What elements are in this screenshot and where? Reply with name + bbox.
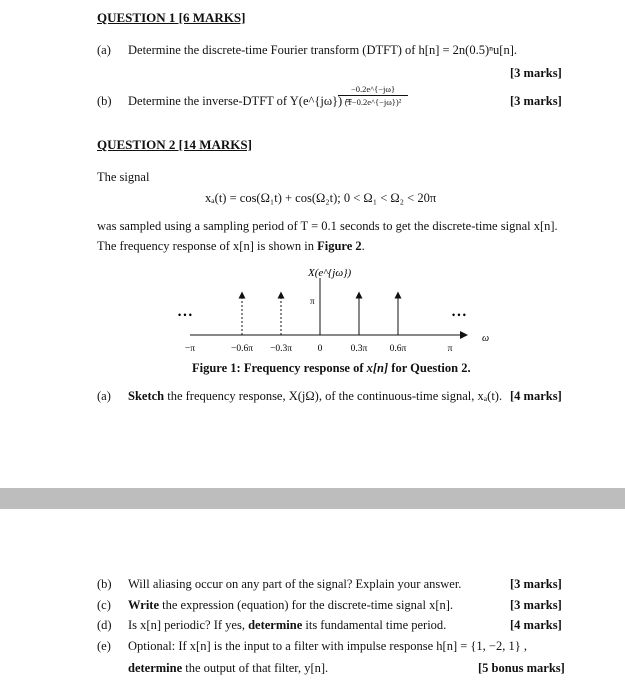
caption-tail: for Question 2. xyxy=(388,361,471,375)
q2d-label: (d) xyxy=(97,618,112,632)
q2c-marks: [3 marks] xyxy=(510,598,562,612)
q2b-label: (b) xyxy=(97,577,112,591)
q2a-text xyxy=(128,389,502,404)
q2d-body-1: Is x[n] periodic? If yes, xyxy=(128,618,249,632)
y-axis-label: X(e^{jω}) xyxy=(308,267,352,279)
q2c-label: (c) xyxy=(97,598,111,612)
q1a-marks: [3 marks] xyxy=(510,66,562,80)
q2-freq-line xyxy=(97,239,365,254)
omega-label: ω xyxy=(482,333,490,344)
tick-label: 0.3π xyxy=(350,344,368,354)
tick-label: π xyxy=(447,344,453,354)
q2e-text-2 xyxy=(128,661,328,676)
q2-sampled-line: was sampled using a sampling period of T = 0.1 seconds to get the discrete-time signal x[n]. xyxy=(97,219,558,233)
q2c-verb: Write xyxy=(128,598,160,612)
frequency-response-figure xyxy=(160,260,500,360)
tick-label: −0.6π xyxy=(230,344,254,354)
q2e-marks: [5 bonus marks] xyxy=(478,661,565,675)
q2c-body: the expression (equation) for the discrete-time signal x[n]. xyxy=(159,598,454,612)
q2b-marks: [3 marks] xyxy=(510,577,562,591)
q2d-text xyxy=(128,618,446,633)
q2a-label: (a) xyxy=(97,389,111,403)
q1b-fraction xyxy=(338,84,408,107)
q2d-verb: determine xyxy=(248,618,303,632)
q2e-verb: determine xyxy=(128,661,183,675)
tick-label: 0 xyxy=(317,344,323,354)
q1b-text: Determine the inverse-DTFT of Y(e^{jω}) = xyxy=(128,94,353,108)
q2c-text xyxy=(128,598,453,613)
q2-signal-label: The signal xyxy=(97,170,150,184)
q2d-marks: [4 marks] xyxy=(510,618,562,632)
tick-label: −0.3π xyxy=(269,344,293,354)
tick-labels xyxy=(185,344,453,354)
figure-caption xyxy=(192,361,471,376)
q1b-fraction-numerator: −0.2e^{−jω} xyxy=(350,84,396,94)
caption-signal: x[n] xyxy=(366,361,389,375)
q2a-body: the frequency response, X(jΩ), of the continuous-time signal, xₐ(t). xyxy=(164,389,503,403)
q2a-marks: [4 marks] xyxy=(510,389,562,403)
q1b-marks: [3 marks] xyxy=(510,94,562,108)
q1b-fraction-denominator: (1−0.2e^{−jω})² xyxy=(344,97,402,107)
fraction-bar xyxy=(338,95,408,96)
q2d-body-2: its fundamental time period. xyxy=(302,618,447,632)
q2e-body: the output of that filter, y[n]. xyxy=(182,661,329,675)
q2-equation: xₐ(t) = cos(Ω₁t) + cos(Ω₂t); 0 < Ω₁ < Ω₂ < 20π xyxy=(205,191,437,205)
q1a-label: (a) xyxy=(97,43,111,57)
page-2 xyxy=(0,509,625,700)
question-2-heading: QUESTION 2 [14 MARKS] xyxy=(97,137,252,152)
q2e-text: Optional: If x[n] is the input to a filter with impulse response h[n] = {1, −2, 1} , xyxy=(128,639,527,653)
caption-text: Figure 1: Frequency response of xyxy=(192,361,367,375)
q2-freq-line-figure-ref: Figure 2 xyxy=(317,239,362,253)
tick-label: 0.6π xyxy=(389,344,407,354)
dots-right: • • • xyxy=(452,310,466,320)
q1b-label: (b) xyxy=(97,94,112,108)
q2a-verb: Sketch xyxy=(128,389,165,403)
question-1-heading: QUESTION 1 [6 MARKS] xyxy=(97,10,246,25)
tick-label: −π xyxy=(184,344,196,354)
dots-left: • • • xyxy=(178,310,192,320)
impulse-height-label: π xyxy=(310,296,315,306)
q2e-label: (e) xyxy=(97,639,111,653)
q2-freq-line-pre: The frequency response of x[n] is shown in xyxy=(97,239,318,253)
q2-freq-line-post: . xyxy=(361,239,365,253)
q2b-text: Will aliasing occur on any part of the signal? Explain your answer. xyxy=(128,577,462,591)
q1a-text: Determine the discrete-time Fourier transform (DTFT) of h[n] = 2n(0.5)ⁿu[n]. xyxy=(128,43,517,57)
